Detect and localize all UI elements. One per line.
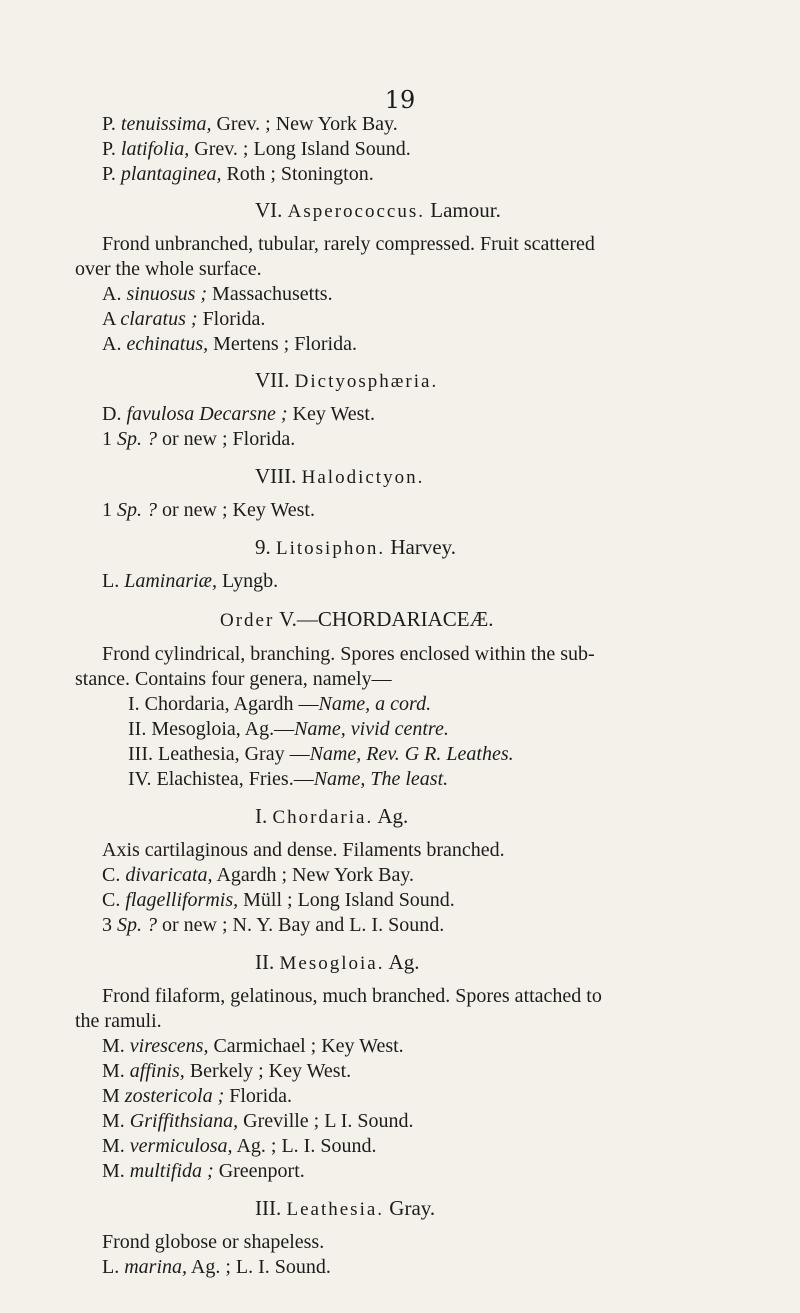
text-span: Harvey. [385, 535, 457, 559]
text-span: V.—CHORDARIACEÆ. [274, 607, 494, 631]
italic-text: Name, vivid centre. [294, 718, 449, 740]
text-line [102, 569, 278, 593]
text-span: I. [255, 804, 273, 828]
text-span: 1 [102, 428, 117, 450]
italic-text: Name, a cord. [318, 693, 432, 715]
text-span: VII. [255, 368, 295, 392]
text-span: C. [102, 864, 126, 886]
italic-text: zostericola ; [124, 1085, 225, 1107]
italic-text: affinis, [129, 1060, 185, 1082]
text-span: P. [102, 138, 121, 160]
text-span: M. [102, 1060, 130, 1082]
text-line [102, 137, 411, 161]
text-span: II. Mesogloia, Ag.— [128, 718, 295, 740]
text-span: A [102, 308, 121, 330]
text-line [102, 1159, 305, 1183]
text-span: Mesogloia. [279, 953, 385, 974]
text-span: Halodictyon. [301, 467, 425, 488]
text-span: Ag. ; L. I. Sound. [187, 1256, 331, 1278]
text-line [102, 402, 375, 426]
text-span: Grev. ; Long Island Sound. [189, 138, 411, 160]
text-span: Greenport. [213, 1160, 305, 1182]
text-line [255, 950, 419, 976]
italic-text: Laminariæ, [124, 570, 218, 592]
italic-text: vermiculosa, [129, 1135, 233, 1157]
text-line [102, 1084, 292, 1108]
text-span: III. Leathesia, Gray — [128, 743, 310, 765]
text-line [128, 767, 448, 791]
text-line [102, 863, 414, 887]
text-span: Müll ; Long Island Sound. [238, 889, 455, 911]
text-span: Greville ; L I. Sound. [238, 1110, 414, 1132]
text-line [255, 804, 408, 830]
page-number: 19 [384, 86, 416, 114]
text-span: P. [102, 163, 121, 185]
text-span: II. [255, 950, 280, 974]
text-span: VIII. [255, 464, 302, 488]
text-line [220, 607, 494, 633]
text-span: 3 [102, 914, 117, 936]
text-line [102, 162, 374, 186]
italic-text: multifida ; [129, 1160, 214, 1182]
text-span: Berkely ; Key West. [184, 1060, 352, 1082]
text-span: Gray. [384, 1196, 436, 1220]
text-span: Agardh ; New York Bay. [212, 864, 415, 886]
text-line [102, 332, 357, 356]
text-span: Mertens ; Florida. [208, 333, 357, 355]
text-line [102, 427, 295, 451]
text-line [102, 282, 333, 306]
italic-text: Sp. ? [117, 428, 157, 450]
text-span: A. [102, 283, 127, 305]
text-span: Florida. [197, 308, 266, 330]
text-line [255, 1196, 435, 1222]
text-span: 9. [255, 535, 276, 559]
text-span: or new ; Florida. [157, 428, 296, 450]
text-span: Axis cartilaginous and dense. Filaments branched. [102, 839, 505, 861]
text-span: Litosiphon. [276, 538, 386, 559]
text-span: M. [102, 1110, 130, 1132]
text-span: stance. Contains four genera, namely— [75, 668, 392, 690]
text-span: D. [102, 403, 127, 425]
text-span: Carmichael ; Key West. [208, 1035, 404, 1057]
italic-text: plantaginea, [120, 163, 222, 185]
text-line [102, 232, 595, 256]
text-line [75, 1009, 162, 1033]
italic-text: Sp. ? [117, 914, 157, 936]
italic-text: Name, The least. [313, 768, 449, 790]
text-line [255, 535, 456, 561]
text-line [102, 498, 315, 522]
text-span: Roth ; Stonington. [221, 163, 374, 185]
text-span: Lamour. [425, 198, 501, 222]
text-span: Chordaria. [272, 807, 374, 828]
text-span: Frond unbranched, tubular, rarely compressed. Fruit scattered [102, 233, 595, 255]
italic-text: divaricata, [125, 864, 213, 886]
text-line [102, 307, 265, 331]
text-span: M. [102, 1135, 130, 1157]
text-line [102, 1109, 414, 1133]
text-span: Florida. [224, 1085, 293, 1107]
text-span: 1 [102, 499, 117, 521]
italic-text: marina, [124, 1256, 188, 1278]
text-span: L. [102, 1256, 125, 1278]
italic-text: flagelliformis, [125, 889, 239, 911]
text-span: IV. Elachistea, Fries.— [128, 768, 314, 790]
text-span: the ramuli. [75, 1010, 162, 1032]
text-line [102, 1230, 324, 1254]
text-span: over the whole surface. [75, 258, 262, 280]
text-span: Grev. ; New York Bay. [211, 113, 398, 135]
text-span: Massachusetts. [207, 283, 333, 305]
text-span: A. [102, 333, 127, 355]
text-span: Ag. ; L. I. Sound. [232, 1135, 377, 1157]
text-span: VI. [255, 198, 288, 222]
text-span: C. [102, 889, 126, 911]
text-line [75, 667, 392, 691]
text-line [102, 1134, 376, 1158]
text-span: Ag. [373, 804, 409, 828]
text-span: Frond globose or shapeless. [102, 1231, 325, 1253]
text-span: Leathesia. [286, 1199, 385, 1220]
text-span: or new ; Key West. [157, 499, 315, 521]
text-line [102, 112, 398, 136]
text-span: M. [102, 1035, 130, 1057]
text-span: Frond filaform, gelatinous, much branched. Spores attached to [102, 985, 602, 1007]
text-span: M. [102, 1160, 130, 1182]
text-line [255, 464, 424, 490]
text-line [128, 692, 431, 716]
italic-text: tenuissima, [120, 113, 212, 135]
text-span: Frond cylindrical, branching. Spores enclosed within the sub- [102, 643, 595, 665]
italic-text: virescens, [129, 1035, 209, 1057]
text-line [255, 368, 438, 394]
text-line [102, 888, 455, 912]
italic-text: Sp. ? [117, 499, 157, 521]
text-span: Dictyosphæria. [294, 371, 439, 392]
text-span: or new ; N. Y. Bay and L. I. Sound. [157, 914, 445, 936]
text-span: Ag. [384, 950, 420, 974]
text-line [102, 984, 602, 1008]
text-line [128, 742, 514, 766]
text-line [102, 913, 444, 937]
italic-text: Name, Rev. G R. Leathes. [309, 743, 514, 765]
text-span: Asperococcus. [287, 201, 425, 222]
text-span: L. [102, 570, 125, 592]
text-line [75, 257, 262, 281]
text-line [102, 838, 505, 862]
text-span: Lyngb. [217, 570, 279, 592]
italic-text: sinuosus ; [126, 283, 208, 305]
text-line [102, 1059, 351, 1083]
italic-text: favulosa Decarsne ; [126, 403, 288, 425]
italic-text: latifolia, [120, 138, 190, 160]
text-span: Key West. [287, 403, 375, 425]
text-span: M [102, 1085, 125, 1107]
text-line [102, 1034, 404, 1058]
text-span: Order [220, 610, 275, 631]
italic-text: echinatus, [126, 333, 209, 355]
text-line [102, 642, 595, 666]
text-line [255, 198, 501, 224]
italic-text: claratus ; [120, 308, 198, 330]
italic-text: Griffithsiana, [129, 1110, 239, 1132]
text-span: I. Chordaria, Agardh — [128, 693, 319, 715]
text-span: P. [102, 113, 121, 135]
text-line [102, 1255, 331, 1279]
text-span: III. [255, 1196, 287, 1220]
text-line [128, 717, 449, 741]
